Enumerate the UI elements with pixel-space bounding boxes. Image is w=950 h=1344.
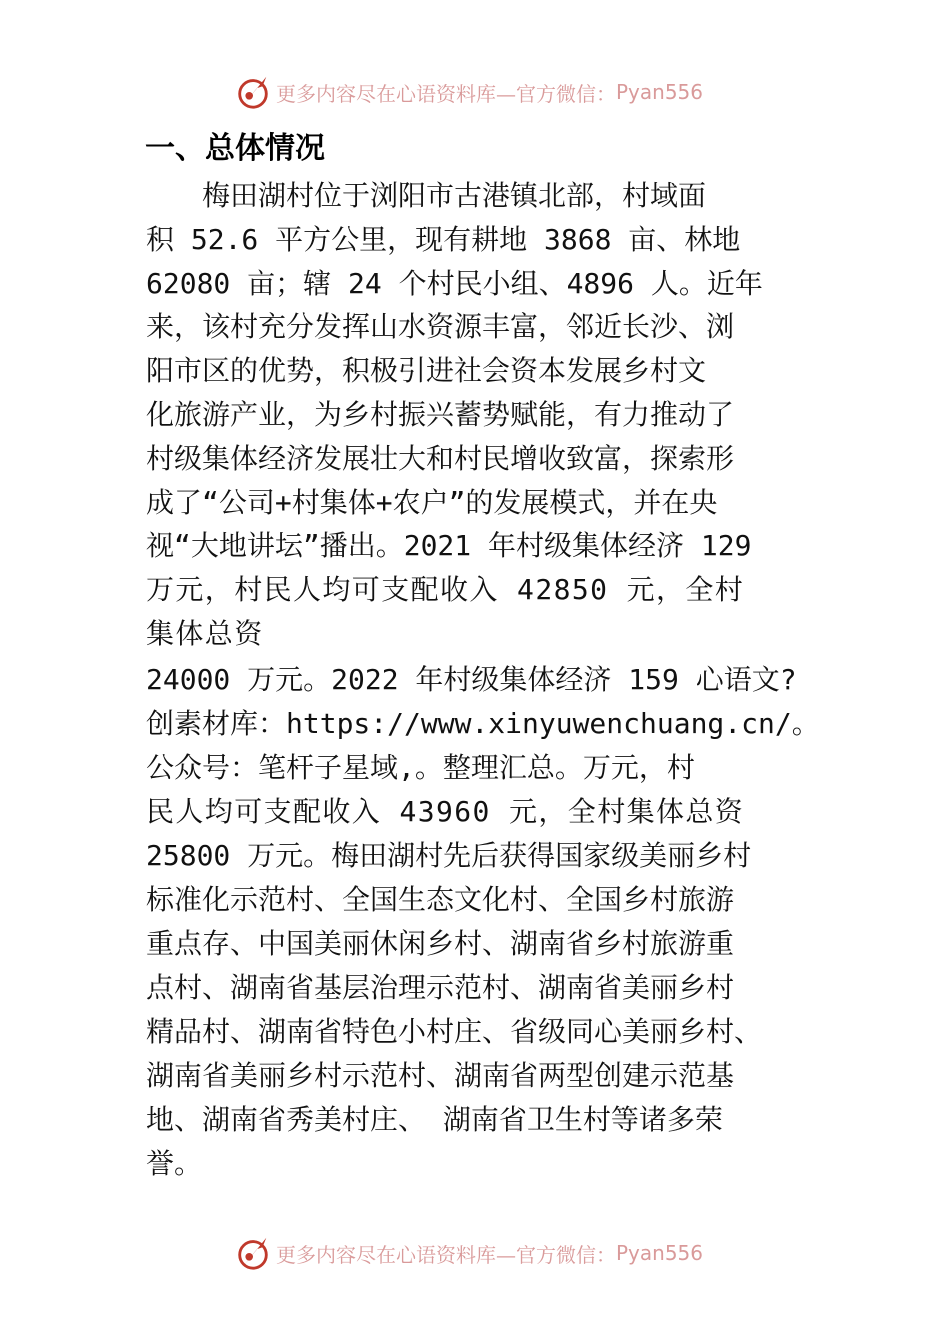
text-line: 成了“公司+村集体+农户”的发展模式，并在央 — [146, 485, 718, 519]
banner-prefix: 更多内容尽在心语资料库— — [276, 81, 516, 106]
quill-logo-icon — [234, 1234, 272, 1272]
text-line: 公众号：笔杆子星域,。整理汇总。万元，村 — [146, 751, 695, 784]
text-line: 标准化示范村、全国生态文化村、全国乡村旅游 — [146, 883, 735, 916]
banner-wechat-id: Pyan556 — [616, 1241, 704, 1265]
text-line: 万元，村民人均可支配收入 42850 元，全村 — [146, 573, 745, 607]
text-line: 梅田湖村位于浏阳市古港镇北部，村域面 — [146, 179, 707, 212]
header-banner — [234, 72, 754, 112]
paragraph-1 — [146, 174, 836, 656]
text-line: 视“大地讲坛”播出。2021 年村级集体经济 129 — [146, 529, 752, 563]
text-line: 创素材库：https://www.xinyuwenchuang.cn/。 — [146, 707, 820, 740]
quill-logo-icon — [234, 73, 272, 111]
text-line: 化旅游产业，为乡村振兴蓄势赋能，有力推动了 — [146, 397, 735, 431]
text-line: 村级集体经济发展壮大和村民增收致富，探索形 — [146, 441, 735, 475]
text-line: 25800 万元。梅田湖村先后获得国家级美丽乡村 — [146, 839, 752, 872]
text-line: 集体总资 — [146, 616, 264, 650]
text-line: 誉。 — [146, 1147, 203, 1180]
inserted-watermark-text — [146, 658, 836, 790]
paragraph-2 — [146, 790, 836, 1186]
text-line: 24000 万元。2022 年村级集体经济 159 心语文? — [146, 663, 797, 696]
text-line: 积 52.6 平方公里，现有耕地 3868 亩、林地 — [146, 222, 741, 256]
banner-wechat-id: Pyan556 — [616, 80, 704, 104]
text-line: 精品村、湖南省特色小村庄、省级同心美丽乡村、 — [146, 1015, 763, 1048]
footer-banner — [234, 1233, 754, 1273]
text-line: 地、湖南省秀美村庄、 湖南省卫生村等诸多荣 — [146, 1103, 723, 1136]
banner-wechat-label: 官方微信： — [516, 81, 616, 106]
text-line: 湖南省美丽乡村示范村、湖南省两型创建示范基 — [146, 1059, 735, 1092]
banner-prefix: 更多内容尽在心语资料库— — [276, 1242, 516, 1267]
text-line: 阳市区的优势，积极引进社会资本发展乡村文 — [146, 354, 707, 388]
text-line: 来，该村充分发挥山水资源丰富，邻近长沙、浏 — [146, 310, 735, 344]
banner-wechat-label: 官方微信： — [516, 1242, 616, 1267]
section-heading: 一、总体情况 — [145, 131, 325, 166]
text-line: 重点存、中国美丽休闲乡村、湖南省乡村旅游重 — [146, 927, 735, 960]
text-line: 民人均可支配收入 43960 元，全村集体总资 — [146, 795, 745, 828]
text-line: 点村、湖南省基层治理示范村、湖南省美丽乡村 — [146, 971, 735, 1004]
text-line: 62080 亩；辖 24 个村民小组、4896 人。近年 — [146, 266, 763, 300]
